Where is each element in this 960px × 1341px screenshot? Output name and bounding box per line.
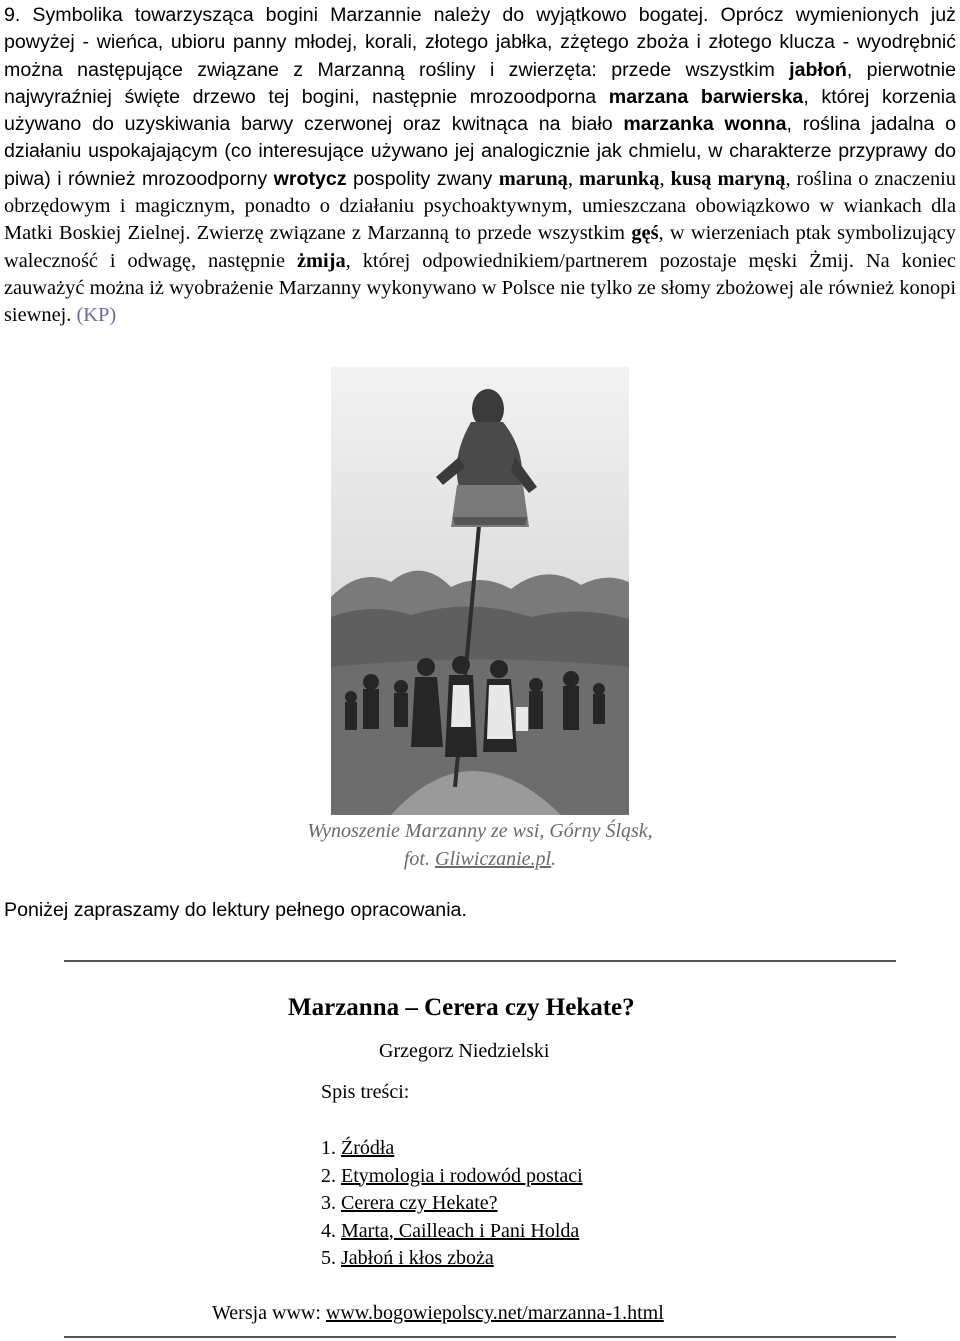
term-jablon: jabłoń: [789, 58, 847, 81]
term-ges: gęś: [631, 222, 659, 245]
term-marzana-barwierska: marzana barwierska: [608, 85, 804, 108]
footer-prefix: Wersja www:: [212, 1302, 326, 1324]
toc-number: 2.: [321, 1164, 336, 1187]
caption-line-2: [250, 845, 710, 873]
toc-item: [321, 1245, 583, 1273]
intro-seg-9: pospolity zwany: [346, 167, 499, 190]
toc-link-cerera-czy-hekate[interactable]: Cerera czy Hekate?: [341, 1192, 498, 1214]
article-author: Grzegorz Niedzielski: [379, 1040, 550, 1062]
invite-text: Poniżej zapraszamy do lektury pełnego opracowania.: [4, 899, 467, 921]
toc-item: [321, 1135, 583, 1163]
footer-version: [212, 1302, 664, 1325]
attribution: (KP): [76, 304, 117, 327]
intro-seg-3: , pierwotnie najwyraźniej święte drzewo tej bogini, następnie mrozoodporna: [4, 58, 956, 108]
caption-suffix: .: [551, 848, 557, 870]
toc-number: 4.: [321, 1219, 336, 1242]
caption-prefix: fot.: [403, 848, 435, 870]
intro-seg-11: ,: [567, 167, 579, 190]
intro-seg-13: ,: [659, 167, 671, 190]
toc-link-marta[interactable]: Marta, Cailleach i Pani Holda: [341, 1219, 580, 1242]
footer-web-link[interactable]: www.bogowiepolscy.net/marzanna-1.html: [325, 1302, 664, 1324]
table-of-contents: [321, 1135, 583, 1273]
toc-item: [321, 1190, 583, 1218]
intro-seg-5: , której korzenia używano do uzyskiwania barwy czerwonej oraz kwitnąca na biało: [4, 85, 957, 136]
intro-seg-1: Oprócz wymienionych już powyżej - wieńca, ubioru panny młodej, korali, złotego jabłka, zżętego zboża i złotego klucza - wyodrębnić można następujące związane z Marzanną rośliny i zwierzęta: przede wszystkim: [4, 4, 956, 81]
marzanna-photo: [331, 367, 629, 815]
term-kusa-maryna: kusą maryną: [670, 167, 786, 190]
toc-link-zrodla[interactable]: Źródła: [341, 1137, 395, 1159]
toc-item: [321, 1218, 583, 1246]
intro-seg-19: , której odpowiednikiem/partnerem pozostaje męski Żmij. Na koniec zauważyć można iż wyobrażenie Marzanny wykonywano w Polsce nie tylko ze słomy zbożowej ale również konopi siewnej.: [4, 249, 956, 327]
marzanna-photo-illustration: [331, 367, 629, 815]
intro-paragraph: [4, 2, 956, 330]
toc-item: [321, 1163, 583, 1191]
article-title: Marzanna – Cerera czy Hekate?: [288, 994, 635, 1021]
term-maruna: maruną: [498, 167, 568, 190]
term-zmija: żmija: [296, 249, 346, 272]
divider-top: [64, 960, 896, 962]
toc-number: 5.: [321, 1247, 336, 1269]
intro-seg-7: , roślina jadalna o działaniu uspokajającym (co interesujące używano jej analogicznie jak chmielu, w charakterze przyprawy do piwa) i również mrozoodporny: [4, 113, 956, 190]
intro-seg-0: 9. Symbolika towarzysząca bogini Marzannie należy do wyjątkowo bogatej.: [4, 4, 721, 26]
photo-caption: [250, 817, 710, 873]
toc-heading: Spis treści:: [321, 1081, 410, 1103]
toc-link-etymologia[interactable]: Etymologia i rodowód postaci: [341, 1164, 583, 1187]
caption-source-link[interactable]: Gliwiczanie.pl: [435, 848, 552, 870]
toc-link-jablon[interactable]: Jabłoń i kłos zboża: [341, 1247, 494, 1269]
term-marunka: marunką: [579, 167, 660, 190]
intro-seg-17: , w wierzeniach ptak symbolizujący waleczność i odwagę, następnie: [4, 222, 956, 272]
term-wrotycz: wrotycz: [273, 167, 347, 190]
term-marzanka-wonna: marzanka wonna: [623, 113, 787, 136]
divider-bottom: [64, 1336, 896, 1338]
caption-line-1: Wynoszenie Marzanny ze wsi, Górny Śląsk,: [307, 820, 653, 842]
toc-number: 3.: [321, 1192, 336, 1214]
intro-seg-15: , roślina o znaczeniu obrzędowym i magicznym, ponadto o działaniu psychoaktywnym, umieszczana obowiązkowo w wiankach dla Matki Boskiej Zielnej. Zwierzę związane z Marzanną to przede wszystkim: [4, 167, 956, 245]
toc-number: 1.: [321, 1137, 336, 1159]
